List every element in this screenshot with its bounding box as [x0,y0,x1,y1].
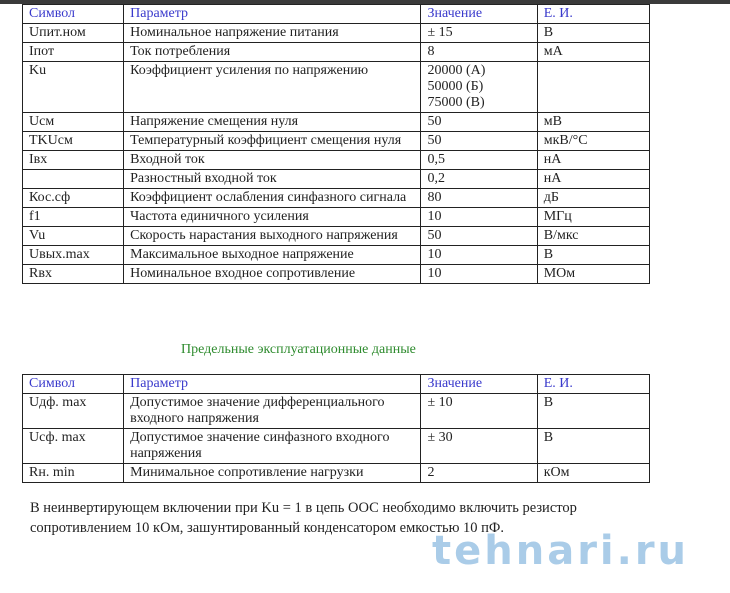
header-value: Значение [421,5,537,24]
value-cell: 10 [421,265,537,284]
unit-cell: дБ [537,189,649,208]
value-cell: ± 30 [421,429,537,464]
section-title: Предельные эксплуатационные данные [181,342,416,357]
table-header-row [23,5,650,24]
note-paragraph: В неинвертирующем включении при Ku = 1 в цепь ООС необходимо включить резистор сопротивлением 10 кОм, зашунтированный конденсатором емкостью 10 пФ. [30,500,577,536]
symbol-cell: Uвых.max [23,246,124,265]
parameter-cell: Максимальное выходное напряжение [124,246,421,265]
value-cell: 2 [421,464,537,483]
header-symbol: Символ [23,5,124,24]
table-row [23,429,650,464]
symbol-cell: Uсф. max [23,429,124,464]
header-unit: Е. И. [537,375,649,394]
symbol-cell: TKUсм [23,132,124,151]
table-row [23,43,650,62]
parameters-table [22,4,650,284]
value-cell: 8 [421,43,537,62]
limits-table-body [23,394,650,483]
table-row [23,151,650,170]
unit-cell: мкВ/°С [537,132,649,151]
parameter-cell: Номинальное напряжение питания [124,24,421,43]
table-row [23,227,650,246]
table-row [23,170,650,189]
table-row [23,208,650,227]
unit-cell: нА [537,151,649,170]
unit-cell: МГц [537,208,649,227]
parameters-table-body [23,24,650,284]
unit-cell: кОм [537,464,649,483]
value-cell: 10 [421,246,537,265]
value-cell: 50 [421,113,537,132]
value-cell: ± 15 [421,24,537,43]
table-row [23,62,650,113]
unit-cell: В [537,246,649,265]
symbol-cell: Uдф. max [23,394,124,429]
unit-cell: В [537,394,649,429]
unit-cell: В [537,24,649,43]
parameter-cell: Разностный входной ток [124,170,421,189]
symbol-cell: Iпот [23,43,124,62]
header-parameter: Параметр [124,5,421,24]
symbol-cell: Uсм [23,113,124,132]
table-row [23,246,650,265]
table-row [23,464,650,483]
watermark: tehnari.ru [432,528,690,574]
symbol-cell: Кос.сф [23,189,124,208]
parameter-cell: Минимальное сопротивление нагрузки [124,464,421,483]
symbol-cell: Rн. min [23,464,124,483]
value-cell: ± 10 [421,394,537,429]
parameter-cell: Ток потребления [124,43,421,62]
value-cell: 20000 (А) 50000 (Б) 75000 (В) [421,62,537,113]
symbol-cell: f1 [23,208,124,227]
value-cell: 50 [421,132,537,151]
header-unit: Е. И. [537,5,649,24]
unit-cell: МОм [537,265,649,284]
value-cell: 10 [421,208,537,227]
value-cell: 50 [421,227,537,246]
unit-cell: мВ [537,113,649,132]
limits-table [22,374,650,483]
unit-cell: В/мкс [537,227,649,246]
table-row [23,24,650,43]
parameter-cell: Допустимое значение дифференциального входного напряжения [124,394,421,429]
header-symbol: Символ [23,375,124,394]
table-row [23,113,650,132]
parameter-cell: Входной ток [124,151,421,170]
value-cell: 0,5 [421,151,537,170]
table-row [23,132,650,151]
value-cell: 0,2 [421,170,537,189]
symbol-cell: Vu [23,227,124,246]
value-cell: 80 [421,189,537,208]
parameter-cell: Температурный коэффициент смещения нуля [124,132,421,151]
table-row [23,265,650,284]
table-row [23,189,650,208]
parameter-cell: Напряжение смещения нуля [124,113,421,132]
unit-cell [537,62,649,113]
unit-cell: мА [537,43,649,62]
parameter-cell: Допустимое значение синфазного входного напряжения [124,429,421,464]
parameter-cell: Коэффициент ослабления синфазного сигнала [124,189,421,208]
table-row [23,394,650,429]
unit-cell: В [537,429,649,464]
table-header-row [23,375,650,394]
symbol-cell [23,170,124,189]
symbol-cell: Uпит.ном [23,24,124,43]
parameter-cell: Номинальное входное сопротивление [124,265,421,284]
parameter-cell: Частота единичного усиления [124,208,421,227]
parameter-cell: Скорость нарастания выходного напряжения [124,227,421,246]
header-parameter: Параметр [124,375,421,394]
symbol-cell: Ku [23,62,124,113]
symbol-cell: Rвх [23,265,124,284]
unit-cell: нА [537,170,649,189]
symbol-cell: Iвх [23,151,124,170]
parameter-cell: Коэффициент усиления по напряжению [124,62,421,113]
header-value: Значение [421,375,537,394]
